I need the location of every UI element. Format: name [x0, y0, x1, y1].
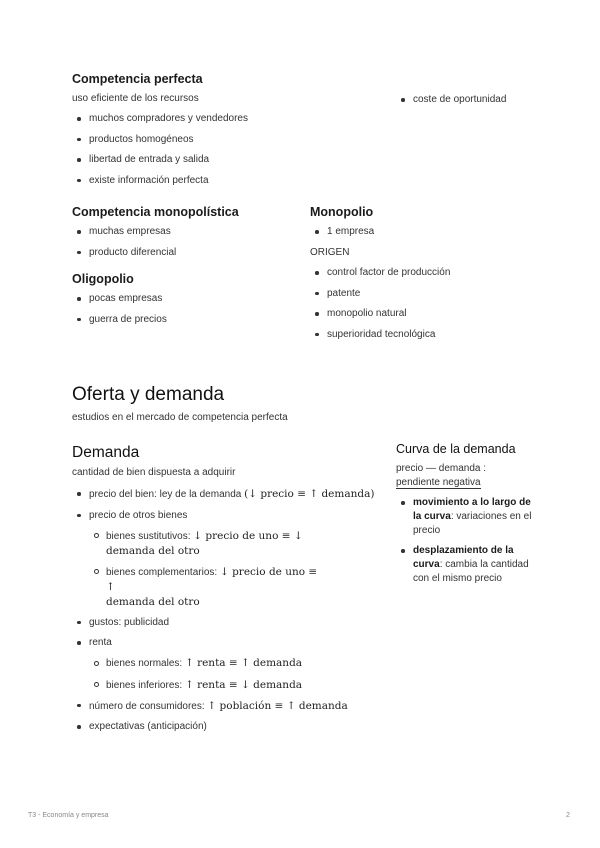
- math-formula: ↑ renta ≡ ↑ demanda: [184, 657, 303, 669]
- math-formula: ↓ precio de uno ≡ ↑: [106, 565, 318, 593]
- list-item: producto diferencial: [72, 246, 292, 260]
- list-perfecta-side: [396, 93, 576, 107]
- list-item: [396, 544, 536, 586]
- list-item: [72, 509, 382, 610]
- heading-oferta-y-demanda: Oferta y demanda: [72, 384, 225, 405]
- item-text: bienes sustitutivos:: [106, 530, 191, 542]
- subtitle-demanda: cantidad de bien dispuesta a adquirir: [72, 467, 236, 478]
- footer-title: T3 - Economía y empresa: [28, 812, 109, 819]
- heading-competencia-monopolistica: Competencia monopolística: [72, 205, 239, 219]
- list-curva: [396, 496, 536, 586]
- list-item: control factor de producción: [310, 266, 540, 280]
- list-item: productos homogéneos: [72, 133, 302, 147]
- subtitle-perfecta: uso eficiente de los recursos: [72, 93, 199, 104]
- item-text: : variaciones en el precio: [413, 511, 532, 536]
- math-formula: (↓ precio ≡ ↑ demanda): [244, 488, 375, 500]
- label-origen: ORIGEN: [310, 247, 350, 258]
- list-item: [89, 656, 382, 671]
- list-item: muchas empresas: [72, 225, 292, 239]
- math-formula: ↓ precio de uno ≡ ↓: [193, 529, 303, 542]
- list-item: pocas empresas: [72, 292, 292, 306]
- curva-line2: pendiente negativa: [396, 477, 481, 488]
- list-oligopolio: [72, 292, 292, 327]
- list-item: [396, 496, 536, 538]
- item-text: precio del bien: ley de la demanda: [89, 489, 242, 500]
- heading-monopolio: Monopolio: [310, 205, 374, 219]
- list-item: coste de oportunidad: [396, 93, 576, 107]
- list-item: patente: [310, 287, 540, 301]
- item-text: renta: [89, 637, 112, 648]
- list-item: libertad de entrada y salida: [72, 153, 302, 167]
- item-bold: desplazamiento de la curva: [413, 545, 514, 570]
- sublist-otros-bienes: [89, 529, 382, 610]
- curva-description: [396, 462, 536, 490]
- heading-competencia-perfecta: Competencia perfecta: [72, 72, 203, 86]
- item-text: bienes normales:: [106, 658, 183, 669]
- subtitle-oferta: estudios en el mercado de competencia perfecta: [72, 412, 288, 423]
- list-item: gustos: publicidad: [72, 616, 382, 630]
- list-item: muchos compradores y vendedores: [72, 112, 302, 126]
- list-demanda: [72, 487, 382, 734]
- list-item: 1 empresa: [310, 225, 530, 239]
- item-text: bienes inferiores:: [106, 679, 183, 691]
- heading-curva-demanda: Curva de la demanda: [396, 442, 516, 456]
- item-text: bienes complementarios:: [106, 566, 218, 578]
- list-item: [72, 487, 382, 502]
- math-formula: demanda del otro: [106, 595, 200, 608]
- list-item: [72, 699, 382, 714]
- math-formula: ↑ renta ≡ ↓ demanda: [184, 678, 303, 691]
- list-item: [72, 636, 382, 693]
- list-item: existe información perfecta: [72, 174, 302, 188]
- list-monopolistica: [72, 225, 292, 260]
- list-item: expectativas (anticipación): [72, 720, 382, 734]
- list-item: [89, 529, 319, 559]
- page-number: 2: [566, 812, 570, 819]
- list-origen: [310, 266, 540, 342]
- curva-line1: precio — demanda :: [396, 463, 487, 474]
- item-text: : cambia la cantidad con el mismo precio: [413, 559, 529, 584]
- item-text: número de consumidores:: [89, 700, 205, 712]
- list-perfecta: [72, 112, 302, 188]
- list-monopolio: [310, 225, 530, 239]
- heading-demanda: Demanda: [72, 444, 140, 461]
- list-item: monopolio natural: [310, 307, 540, 321]
- math-formula: ↑ población ≡ ↑ demanda: [207, 699, 348, 712]
- list-item: [89, 565, 329, 610]
- sublist-renta: [89, 656, 382, 693]
- list-item: superioridad tecnológica: [310, 328, 540, 342]
- heading-oligopolio: Oligopolio: [72, 272, 134, 286]
- list-item: guerra de precios: [72, 313, 292, 327]
- item-bold: movimiento a lo largo de la curva: [413, 497, 531, 522]
- item-text: precio de otros bienes: [89, 509, 188, 521]
- math-formula: demanda del otro: [106, 544, 200, 557]
- list-item: [89, 678, 382, 693]
